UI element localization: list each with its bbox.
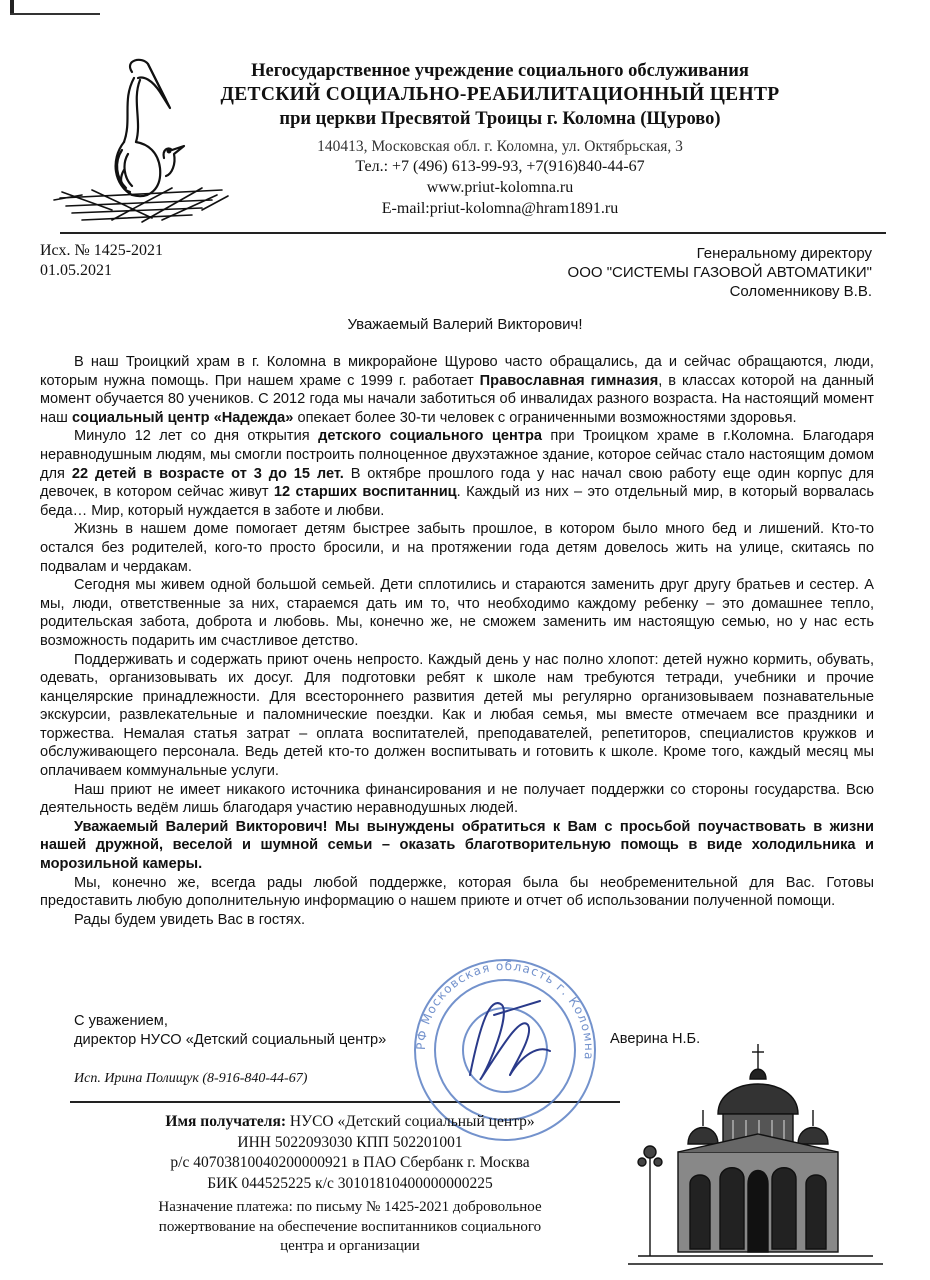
signer-name: Аверина Н.Б. <box>610 1031 701 1047</box>
scan-corner-line <box>10 13 100 15</box>
payment-purpose <box>125 1198 575 1257</box>
letter-body <box>40 353 874 929</box>
org-email: E-mail:priut-kolomna@hram1891.ru <box>381 200 619 217</box>
paragraph-8: Мы, конечно же, всегда рады любой поддержке, которая была бы необременительной для Вас. Готовы предоставить любую дополнительную информацию о нашем приюте и отчет об использовании полученной помощи. <box>40 874 874 910</box>
letter-date: 01.05.2021 <box>40 262 112 279</box>
recipient-block <box>452 244 872 301</box>
org-name-line1: Негосударственное учреждение социального обслуживания <box>251 61 749 81</box>
regards-text: С уважением, <box>74 1013 168 1029</box>
recipient-line3: Соломенникову В.В. <box>729 283 872 300</box>
executor-contact: Исп. Ирина Полищук (8-916-840-44-67) <box>74 1071 308 1086</box>
svg-text:РФ Московская область г. Колом <box>414 959 596 1061</box>
org-address: 140413, Московская обл. г. Коломна, ул. Октябрьская, 3 <box>317 138 683 155</box>
outgoing-number: Исх. № 1425-2021 <box>40 242 164 259</box>
payment-purpose-line3: центра и организации <box>280 1238 420 1254</box>
payment-purpose-line2: пожертвование на обеспечение воспитанников социального <box>158 1218 542 1235</box>
stamp-outer-text: РФ Московская область г. Коломна <box>413 958 597 1062</box>
bank-details <box>100 1112 600 1194</box>
scan-corner-mark <box>10 0 14 14</box>
bank-bik: БИК 044525225 к/с 30101810400000000225 <box>207 1174 493 1192</box>
greeting: Уважаемый Валерий Викторович! <box>347 316 583 333</box>
header-divider <box>60 232 886 234</box>
recipient-line2: ООО "СИСТЕМЫ ГАЗОВОЙ АВТОМАТИКИ" <box>567 264 872 281</box>
paragraph-5: Поддерживать и содержать приют очень непросто. Каждый день у нас полно хлопот: детей нужно кормить, обувать, одевать, организовывать их досуг. Для подготовки ребят к школе нам требуются тетради, учебники и прочие канцелярские принадлежности. Для всестороннего развития детей мы регулярно организовываем познавательные экскурсии, развлекательные и паломнические поездки. Как и любая семья, мы вместе отмечаем все праздники и торжества. Немалая статья затрат – оплата воспитателей, преподавателей, репетиторов, специалистов кружков и обслуживающего персонала. Ведь детей кто-то должен воспитывать и готовить к школе. Кроме того, каждый месяц мы оплачиваем коммунальные услуги. <box>40 651 874 780</box>
paragraph-6: Наш приют не имеет никакого источника финансирования и не получает поддержки со стороны государства. Всю деятельность ведём лишь благодаря участию неравнодушных людей. <box>40 781 874 817</box>
recipient-line1: Генеральному директору <box>696 245 872 262</box>
paragraph-1: В наш Троицкий храм в г. Коломна в микрорайоне Щурово часто обращались, да и сейчас обращаются, люди, которым нужна помощь. При нашем храме с 1999 г. работает Православная гимназия, в классах которой на данный момент обучается 80 учеников. С 2012 года мы начали заботиться об инвалидах разного возраста. На настоящий момент наш социальный центр «Надежда» опекает более 30-ти человек с ограниченными возможностями здоровья. <box>40 354 875 426</box>
paragraph-4: Сегодня мы живем одной большой семьей. Дети сплотились и стараются заменить друг другу братьев и сестер. А мы, люди, ответственные за них, стараемся дать им то, что необходимо каждому ребенку – это домашнее тепло, родительская забота, доброта и любовь. Мы, конечно же, не сможем заменить им настоящую семью, но у нас есть возможность подарить им счастливое детство. <box>40 577 874 649</box>
bank-account: р/с 40703810040200000921 в ПАО Сбербанк г. Москва <box>170 1154 530 1171</box>
org-website: www.priut-kolomna.ru <box>426 179 574 196</box>
paragraph-7-request: Уважаемый Валерий Викторович! Мы вынуждены обратиться к Вам с просьбой поучаствовать в жизни нашей дружной, веселой и шумной семьи – оказать благотворительную помощь в виде холодильника и морозильной камеры. <box>40 818 874 873</box>
org-name-line2: ДЕТСКИЙ СОЦИАЛЬНО-РЕАБИЛИТАЦИОННЫЙ ЦЕНТР <box>220 84 780 105</box>
paragraph-2: Минуло 12 лет со дня открытия детского социального центра при Троицком храме в г.Коломна. Благодаря неравнодушным людям, мы смогли построить полноценное двухэтажное здание, которое сейчас стало настоящим домом для 22 детей в возрасте от 3 до 15 лет. В октябре прошлого года у нас начал свою работу еще один корпус для девочек, в котором сейчас живут 12 старших воспитанниц. Каждый из них – это отдельный мир, в который ворвалась беда… Мир, который нуждается в заботе и любви. <box>40 428 875 519</box>
org-name-line3: при церкви Пресвятой Троицы г. Коломна (Щурово) <box>279 109 721 129</box>
paragraph-3: Жизнь в нашем доме помогает детям быстрее забыть прошлое, в котором было много бед и лишений. Кто-то остался без родителей, кого-то просто бросили, и на протяжении года детям довелось жить на улице, скитаясь по подвалам и чердакам. <box>40 521 874 575</box>
church-illustration <box>628 1034 883 1274</box>
bank-recipient: Имя получателя: НУСО «Детский социальный центр» <box>165 1113 535 1130</box>
signature-block <box>74 1012 386 1050</box>
payment-purpose-line1: Назначение платежа: по письму № 1425-2021 добровольное <box>158 1199 542 1215</box>
org-phone: Тел.: +7 (496) 613-99-93, +7(916)840-44-67 <box>355 158 645 175</box>
bank-inn-kpp: ИНН 5022093030 КПП 502201001 <box>237 1133 463 1151</box>
paragraph-9: Рады будем увидеть Вас в гостях. <box>74 911 306 928</box>
signer-position: директор НУСО «Детский социальный центр» <box>74 1032 387 1048</box>
